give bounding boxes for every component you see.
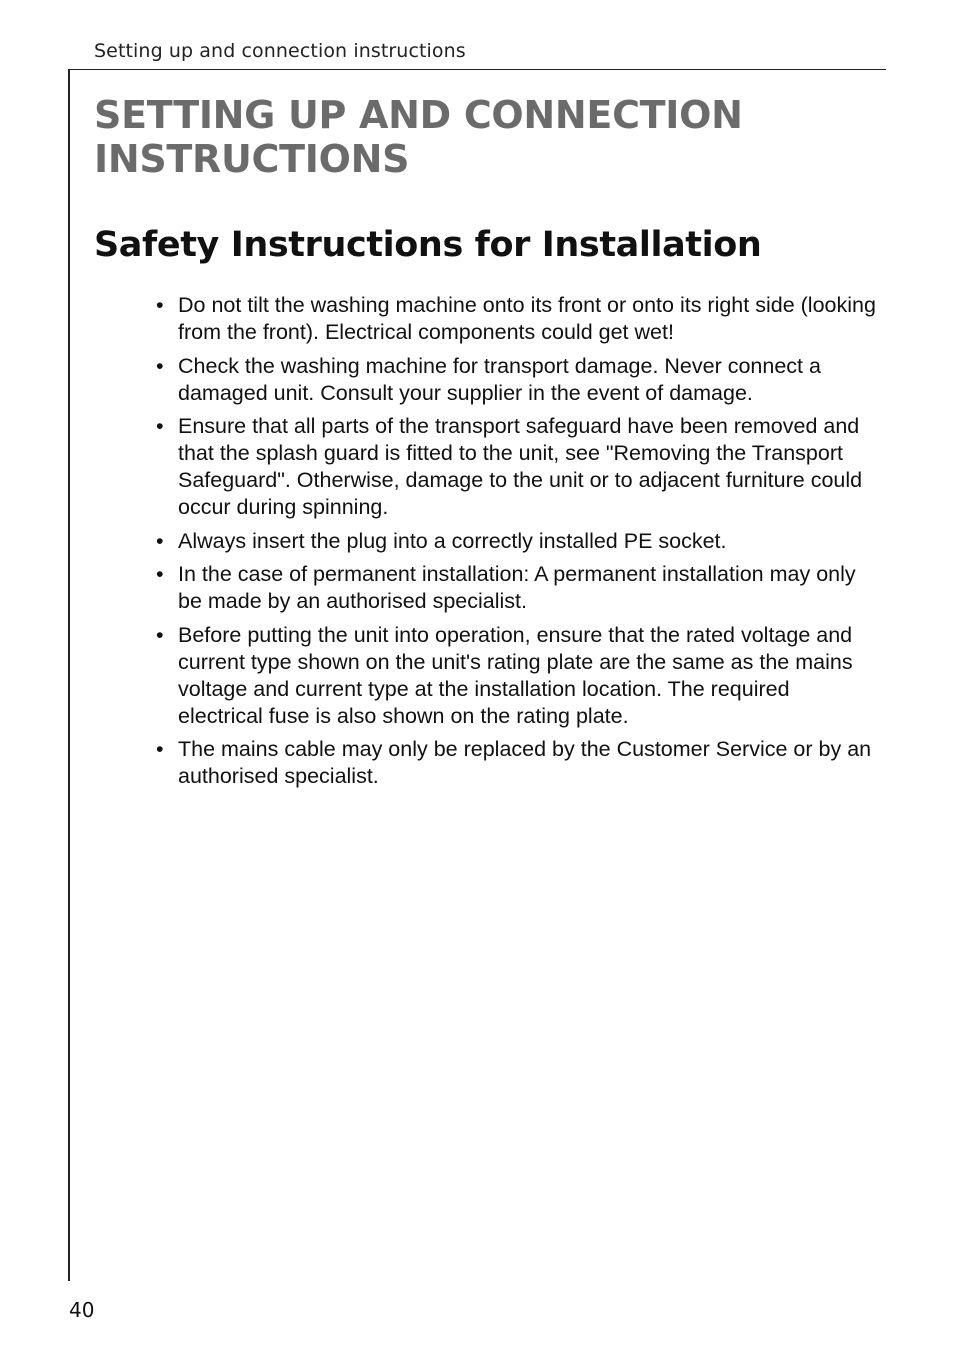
list-item-text: Ensure that all parts of the transport safeguard have been removed and that the splash guard is fitted to the unit, see "Removing the Transport Safeguard". Otherwise, damage to the unit or to adjacent furniture could occur during spinning. (178, 414, 863, 519)
page-number: 40 (69, 1298, 95, 1322)
list-item (156, 736, 876, 790)
margin-rule (68, 69, 70, 1281)
list-item-text: Do not tilt the washing machine onto its front or onto its right side (looking from the front). Electrical components could get wet! (178, 293, 876, 344)
bullet-icon: • (156, 528, 164, 553)
chapter-title-line-1: SETTING UP AND CONNECTION (94, 93, 743, 137)
list-item-text: The mains cable may only be replaced by the Customer Service or by an authorised specialist. (178, 737, 872, 788)
list-item-text: In the case of permanent installation: A permanent installation may only be made by an authorised specialist. (178, 562, 856, 613)
list-item-text: Before putting the unit into operation, ensure that the rated voltage and current type shown on the unit's rating plate are the same as the mains voltage and current type at the installation location. The required electrical fuse is also shown on the rating plate. (178, 622, 853, 728)
list-item-text: Always insert the plug into a correctly installed PE socket. (178, 528, 727, 553)
section-title: Safety Instructions for Installation (94, 225, 762, 265)
chapter-title (94, 93, 854, 181)
bullet-icon: • (156, 622, 164, 647)
list-item-text: Check the washing machine for transport damage. Never connect a damaged unit. Consult your supplier in the event of damage. (178, 353, 821, 405)
header-rule (68, 69, 886, 70)
bullet-icon: • (156, 414, 164, 438)
list-item (156, 622, 876, 730)
running-header: Setting up and connection instructions (94, 40, 466, 62)
chapter-title-line-2: INSTRUCTIONS (94, 137, 410, 181)
bullet-icon: • (156, 562, 164, 586)
safety-instructions-list (156, 292, 876, 797)
list-item (156, 353, 876, 407)
list-item (156, 528, 876, 555)
bullet-icon: • (156, 353, 164, 378)
bullet-icon: • (156, 293, 164, 317)
list-item (156, 561, 876, 615)
list-item (156, 292, 876, 346)
list-item (156, 413, 876, 521)
bullet-icon: • (156, 737, 164, 761)
